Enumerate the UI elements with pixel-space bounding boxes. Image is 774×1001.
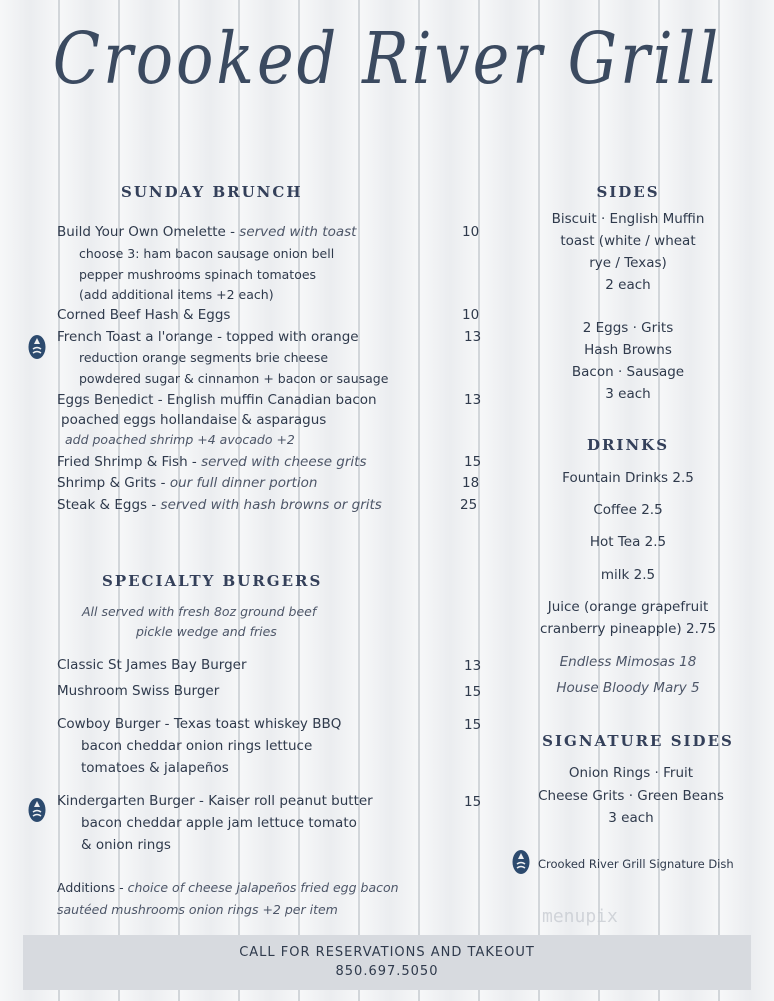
drink-special: Endless Mimosas 18 xyxy=(559,654,697,670)
signature-sides-heading: SIGNATURE SIDES xyxy=(542,732,734,750)
sides-line: 3 each xyxy=(605,386,651,402)
signature-side-line: Onion Rings · Fruit xyxy=(568,765,694,781)
brunch-heading: SUNDAY BRUNCH xyxy=(121,183,303,201)
additions-line2: sautéed mushrooms onion rings +2 per item xyxy=(57,902,338,917)
item-detail: choose 3: ham bacon sausage onion bell xyxy=(79,246,335,261)
item-desc: served with hash browns or grits xyxy=(160,497,382,513)
drink-line: milk 2.5 xyxy=(600,567,656,583)
item-name: Classic St James Bay Burger xyxy=(57,657,247,673)
item-price: 10 xyxy=(462,224,480,240)
signature-legend: Crooked River Grill Signature Dish xyxy=(538,857,734,871)
item-detail: & onion rings xyxy=(81,837,171,853)
item-desc: served with toast xyxy=(239,224,357,240)
item-detail: powdered sugar & cinnamon + bacon or sausage xyxy=(79,371,389,386)
signature-side-line: Cheese Grits · Green Beans xyxy=(538,788,724,804)
additions-label: Additions - xyxy=(57,880,128,895)
sides-heading: SIDES xyxy=(596,183,660,201)
signature-dish-icon xyxy=(27,797,47,823)
item-extra: add poached shrimp +4 avocado +2 xyxy=(65,432,295,447)
drink-special: House Bloody Mary 5 xyxy=(556,680,700,696)
item-name: Kindergarten Burger - Kaiser roll peanut butter xyxy=(57,793,373,809)
item-detail: pepper mushrooms spinach tomatoes xyxy=(79,267,317,282)
sides-line: Hash Browns xyxy=(584,342,672,358)
burgers-heading: SPECIALTY BURGERS xyxy=(102,572,323,590)
item-name: Eggs Benedict - English muffin Canadian bacon xyxy=(57,392,377,408)
reservations-footer xyxy=(23,935,751,990)
drink-line: cranberry pineapple) 2.75 xyxy=(539,621,717,637)
item-price: 18 xyxy=(462,475,480,491)
drinks-heading: DRINKS xyxy=(586,436,670,454)
additions-desc: choice of cheese jalapeños fried egg bacon xyxy=(127,880,399,895)
item-detail: poached eggs hollandaise & asparagus xyxy=(61,412,327,428)
footer-call-text: CALL FOR RESERVATIONS AND TAKEOUT xyxy=(239,945,535,960)
item-price: 13 xyxy=(464,658,482,674)
footer-phone: 850.697.5050 xyxy=(335,964,439,979)
restaurant-title: Crooked River Grill xyxy=(52,16,722,101)
item-name: Build Your Own Omelette - xyxy=(57,224,240,240)
sides-line: 2 Eggs · Grits xyxy=(582,320,674,336)
item-detail: reduction orange segments brie cheese xyxy=(79,350,329,365)
menu-item xyxy=(57,477,317,491)
item-price: 15 xyxy=(464,684,482,700)
menu-item xyxy=(57,226,356,240)
item-name: Corned Beef Hash & Eggs xyxy=(57,307,231,323)
item-name: Steak & Eggs - xyxy=(57,497,161,513)
menu-item xyxy=(57,456,367,470)
signature-dish-icon xyxy=(511,849,531,875)
item-detail: bacon cheddar apple jam lettuce tomato xyxy=(81,815,357,831)
drink-line: Coffee 2.5 xyxy=(593,502,663,518)
item-name: Fried Shrimp & Fish - xyxy=(57,454,202,470)
signature-side-line: 3 each xyxy=(608,810,654,826)
watermark: menupix xyxy=(542,906,618,927)
sides-line: toast (white / wheat xyxy=(560,233,696,249)
item-price: 13 xyxy=(464,392,482,408)
drink-line: Hot Tea 2.5 xyxy=(589,534,667,550)
sides-line: rye / Texas) xyxy=(589,255,667,271)
item-name: Cowboy Burger - Texas toast whiskey BBQ xyxy=(57,716,342,732)
burgers-intro: pickle wedge and fries xyxy=(136,624,277,639)
burgers-intro: All served with fresh 8oz ground beef xyxy=(82,604,317,619)
signature-dish-icon xyxy=(27,334,47,360)
sides-line: 2 each xyxy=(605,277,651,293)
sides-line: Biscuit · English Muffin xyxy=(551,211,705,227)
sides-line: Bacon · Sausage xyxy=(571,364,685,380)
item-price: 10 xyxy=(462,307,480,323)
burger-additions xyxy=(57,882,399,895)
menu-item xyxy=(57,499,382,513)
item-price: 15 xyxy=(464,454,482,470)
item-detail: bacon cheddar onion rings lettuce xyxy=(81,738,313,754)
drink-line: Fountain Drinks 2.5 xyxy=(562,470,694,486)
item-desc: our full dinner portion xyxy=(169,475,318,491)
item-price: 15 xyxy=(464,717,482,733)
item-detail: tomatoes & jalapeños xyxy=(81,760,229,776)
item-name: French Toast a l'orange - topped with orange xyxy=(57,329,359,345)
item-name: Shrimp & Grits - xyxy=(57,475,170,491)
item-desc: served with cheese grits xyxy=(201,454,367,470)
drink-line: Juice (orange grapefruit xyxy=(547,599,709,615)
item-price: 25 xyxy=(460,497,478,513)
item-detail: (add additional items +2 each) xyxy=(79,287,274,302)
item-price: 15 xyxy=(464,794,482,810)
item-name: Mushroom Swiss Burger xyxy=(57,683,220,699)
item-price: 13 xyxy=(464,329,482,345)
